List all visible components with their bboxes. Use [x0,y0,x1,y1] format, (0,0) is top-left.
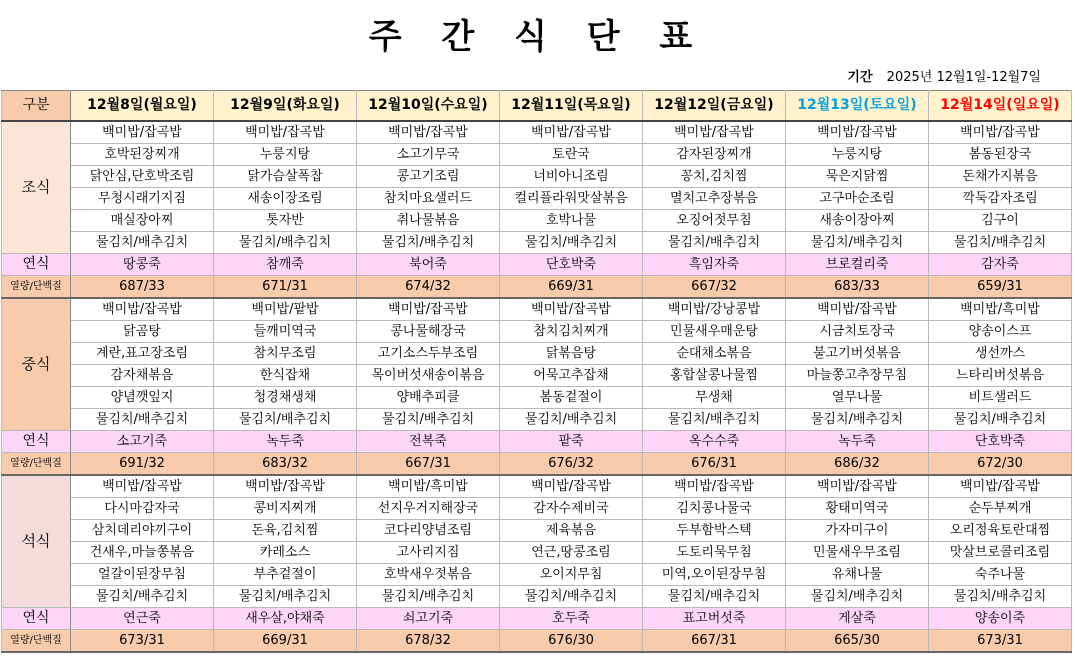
nutrition-cell: 683/33 [786,276,929,299]
dish-cell: 무청시래기지짐 [71,188,214,210]
dish-cell: 얼갈이된장무침 [71,564,214,586]
day-header: 12월12일(금요일) [643,91,786,122]
nutrition-row [2,453,1072,476]
dish-cell: 봄동겉절이 [500,387,643,409]
nutrition-cell: 673/31 [929,630,1072,653]
dish-cell: 물김치/배추김치 [786,232,929,254]
porridge-label: 연식 [2,254,71,276]
dish-row [2,343,1072,365]
dish-cell: 감자채볶음 [71,365,214,387]
dish-cell: 건새우,마늘쫑볶음 [71,542,214,564]
dish-cell: 깍둑감자조림 [929,188,1072,210]
nutrition-cell: 683/32 [214,453,357,476]
period-label: 기간 [847,70,873,85]
porridge-cell: 흑임자죽 [643,254,786,276]
dish-cell: 백미밥/잡곡밥 [929,121,1072,144]
dish-row [2,321,1072,343]
dish-cell: 오리정육토란대찜 [929,520,1072,542]
porridge-cell: 연근죽 [71,608,214,630]
dish-cell: 닭볶음탕 [500,343,643,365]
dish-cell: 백미밥/잡곡밥 [786,121,929,144]
dish-cell: 순두부찌개 [929,498,1072,520]
dish-cell: 백미밥/잡곡밥 [71,121,214,144]
nutrition-cell: 687/33 [71,276,214,299]
porridge-cell: 양송이죽 [929,608,1072,630]
porridge-cell: 브로컬리죽 [786,254,929,276]
nutrition-cell: 672/30 [929,453,1072,476]
dish-cell: 오징어젓무침 [643,210,786,232]
meal-label: 석식 [2,475,71,608]
nutrition-label: 열량/단백질 [2,276,71,299]
dish-cell: 황태미역국 [786,498,929,520]
dish-cell: 꽁치,김치찜 [643,166,786,188]
dish-row [2,121,1072,144]
dish-cell: 백미밥/잡곡밥 [500,475,643,498]
dish-cell: 오이지무침 [500,564,643,586]
dish-row [2,542,1072,564]
meal-label: 중식 [2,298,71,431]
nutrition-cell: 669/31 [214,630,357,653]
day-header: 12월11일(목요일) [500,91,643,122]
dish-cell: 물김치/배추김치 [357,586,500,608]
dish-cell: 새송이장조림 [214,188,357,210]
dish-cell: 한식잡채 [214,365,357,387]
porridge-label: 연식 [2,431,71,453]
period-value: 2025년 12월1일-12월7일 [886,70,1041,85]
dish-cell: 민물새우매운탕 [643,321,786,343]
dish-cell: 어묵고추잡채 [500,365,643,387]
dish-cell: 백미밥/강낭콩밥 [643,298,786,321]
dish-cell: 호박나물 [500,210,643,232]
dish-cell: 양송이스프 [929,321,1072,343]
dish-row [2,188,1072,210]
dish-cell: 물김치/배추김치 [71,409,214,431]
dish-cell: 유채나물 [786,564,929,586]
porridge-cell: 녹두죽 [214,431,357,453]
dish-cell: 백미밥/잡곡밥 [357,121,500,144]
dish-cell: 백미밥/흑미밥 [929,298,1072,321]
porridge-row [2,608,1072,630]
dish-cell: 생선까스 [929,343,1072,365]
dish-cell: 시금치토장국 [786,321,929,343]
dish-row [2,564,1072,586]
dish-row [2,365,1072,387]
dish-cell: 참치마요샐러드 [357,188,500,210]
meal-label: 조식 [2,121,71,254]
nutrition-cell: 676/30 [500,630,643,653]
dish-cell: 물김치/배추김치 [786,586,929,608]
dish-cell: 물김치/배추김치 [786,409,929,431]
dish-cell: 물김치/배추김치 [500,232,643,254]
nutrition-cell: 676/31 [643,453,786,476]
dish-cell: 호박된장찌개 [71,144,214,166]
dish-cell: 돈육,김치찜 [214,520,357,542]
dish-cell: 느타리버섯볶음 [929,365,1072,387]
dish-cell: 봄동된장국 [929,144,1072,166]
dish-cell: 물김치/배추김치 [500,409,643,431]
dish-cell: 제육볶음 [500,520,643,542]
dish-cell: 콩고기조림 [357,166,500,188]
nutrition-row [2,276,1072,299]
day-header: 12월8일(월요일) [71,91,214,122]
dish-cell: 백미밥/잡곡밥 [500,121,643,144]
dish-cell: 취나물볶음 [357,210,500,232]
dish-cell: 연근,땅콩조림 [500,542,643,564]
dish-cell: 다시마감자국 [71,498,214,520]
dish-cell: 물김치/배추김치 [929,232,1072,254]
porridge-cell: 북어죽 [357,254,500,276]
nutrition-cell: 673/31 [71,630,214,653]
nutrition-cell: 667/31 [357,453,500,476]
dish-cell: 백미밥/잡곡밥 [786,298,929,321]
dish-cell: 코다리양념조림 [357,520,500,542]
nutrition-cell: 674/32 [357,276,500,299]
dish-cell: 민물새우무조림 [786,542,929,564]
dish-cell: 김치콩나물국 [643,498,786,520]
porridge-cell: 녹두죽 [786,431,929,453]
porridge-row [2,431,1072,453]
dish-cell: 물김치/배추김치 [357,232,500,254]
dish-row [2,475,1072,498]
dish-cell: 톳자반 [214,210,357,232]
dish-cell: 백미밥/흑미밥 [357,475,500,498]
dish-cell: 삼치데리야끼구이 [71,520,214,542]
dish-cell: 들깨미역국 [214,321,357,343]
nutrition-cell: 667/31 [643,630,786,653]
dish-cell: 숙주나물 [929,564,1072,586]
dish-cell: 참치무조림 [214,343,357,365]
dish-cell: 너비아니조림 [500,166,643,188]
dish-cell: 고사리지짐 [357,542,500,564]
dish-cell: 토란국 [500,144,643,166]
dish-cell: 백미밥/팥밥 [214,298,357,321]
dish-cell: 백미밥/잡곡밥 [643,475,786,498]
dish-row [2,210,1072,232]
dish-cell: 백미밥/잡곡밥 [643,121,786,144]
day-header: 12월14일(일요일) [929,91,1072,122]
porridge-cell: 단호박죽 [929,431,1072,453]
porridge-cell: 땅콩죽 [71,254,214,276]
dish-cell: 물김치/배추김치 [643,232,786,254]
dish-cell: 백미밥/잡곡밥 [929,475,1072,498]
period-info [847,66,1041,90]
dish-cell: 부추겉절이 [214,564,357,586]
dish-cell: 비트샐러드 [929,387,1072,409]
dish-cell: 가자미구이 [786,520,929,542]
dish-cell: 도토리묵무침 [643,542,786,564]
dish-cell: 돈채가지볶음 [929,166,1072,188]
dish-cell: 백미밥/잡곡밥 [214,121,357,144]
nutrition-cell: 671/31 [214,276,357,299]
dish-cell: 홍합살콩나물찜 [643,365,786,387]
dish-cell: 물김치/배추김치 [929,586,1072,608]
weekly-menu-table [1,90,1072,653]
dish-cell: 감자수제비국 [500,498,643,520]
porridge-cell: 참깨죽 [214,254,357,276]
nutrition-label: 열량/단백질 [2,453,71,476]
nutrition-row [2,630,1072,653]
dish-cell: 누룽지탕 [214,144,357,166]
dish-cell: 멸치고추장볶음 [643,188,786,210]
dish-cell: 계란,표고장조림 [71,343,214,365]
day-header: 12월13일(토요일) [786,91,929,122]
porridge-cell: 단호박죽 [500,254,643,276]
porridge-cell: 표고버섯죽 [643,608,786,630]
dish-cell: 닭안심,단호박조림 [71,166,214,188]
dish-row [2,144,1072,166]
dish-cell: 물김치/배추김치 [214,232,357,254]
dish-cell: 닭곰탕 [71,321,214,343]
dish-cell: 참치김치찌개 [500,321,643,343]
dish-cell: 호박새우젓볶음 [357,564,500,586]
dish-row [2,166,1072,188]
header-row [2,91,1072,122]
dish-cell: 물김치/배추김치 [643,586,786,608]
nutrition-label: 열량/단백질 [2,630,71,653]
category-header: 구분 [2,91,71,122]
page-title: 주 간 식 단 표 [368,16,707,57]
dish-cell: 백미밥/잡곡밥 [71,298,214,321]
porridge-cell: 호두죽 [500,608,643,630]
dish-cell: 콩나물해장국 [357,321,500,343]
dish-cell: 콩비지찌개 [214,498,357,520]
dish-cell: 고구마순조림 [786,188,929,210]
porridge-cell: 전복죽 [357,431,500,453]
dish-cell: 목이버섯새송이볶음 [357,365,500,387]
porridge-label: 연식 [2,608,71,630]
dish-cell: 백미밥/잡곡밥 [786,475,929,498]
dish-cell: 묵은지닭찜 [786,166,929,188]
dish-cell: 순대채소볶음 [643,343,786,365]
dish-cell: 선지우거지해장국 [357,498,500,520]
dish-cell: 백미밥/잡곡밥 [357,298,500,321]
porridge-cell: 쇠고기죽 [357,608,500,630]
porridge-cell: 게살죽 [786,608,929,630]
dish-row [2,498,1072,520]
porridge-row [2,254,1072,276]
dish-row [2,298,1072,321]
dish-row [2,409,1072,431]
dish-cell: 소고기무국 [357,144,500,166]
dish-cell: 무생채 [643,387,786,409]
nutrition-cell: 691/32 [71,453,214,476]
dish-row [2,520,1072,542]
dish-cell: 감자된장찌개 [643,144,786,166]
dish-cell: 양배추피클 [357,387,500,409]
dish-row [2,232,1072,254]
dish-cell: 물김치/배추김치 [500,586,643,608]
porridge-cell: 옥수수죽 [643,431,786,453]
dish-cell: 물김치/배추김치 [357,409,500,431]
dish-cell: 마늘쫑고추장무침 [786,365,929,387]
dish-cell: 두부함박스텍 [643,520,786,542]
dish-cell: 물김치/배추김치 [214,409,357,431]
dish-cell: 백미밥/잡곡밥 [71,475,214,498]
nutrition-cell: 686/32 [786,453,929,476]
nutrition-cell: 665/30 [786,630,929,653]
dish-cell: 물김치/배추김치 [214,586,357,608]
porridge-cell: 팥죽 [500,431,643,453]
day-header: 12월9일(화요일) [214,91,357,122]
nutrition-cell: 667/32 [643,276,786,299]
dish-cell: 컬리플라워맛살볶음 [500,188,643,210]
porridge-cell: 감자죽 [929,254,1072,276]
nutrition-cell: 676/32 [500,453,643,476]
dish-cell: 맛살브로콜리조림 [929,542,1072,564]
day-header: 12월10일(수요일) [357,91,500,122]
nutrition-cell: 669/31 [500,276,643,299]
dish-cell: 양념깻잎지 [71,387,214,409]
dish-cell: 백미밥/잡곡밥 [500,298,643,321]
dish-cell: 불고기버섯볶음 [786,343,929,365]
dish-cell: 김구이 [929,210,1072,232]
nutrition-cell: 659/31 [929,276,1072,299]
dish-cell: 카레소스 [214,542,357,564]
nutrition-cell: 678/32 [357,630,500,653]
porridge-cell: 새우살,야채죽 [214,608,357,630]
dish-cell: 물김치/배추김치 [929,409,1072,431]
dish-cell: 매실장아찌 [71,210,214,232]
dish-cell: 청경채생채 [214,387,357,409]
dish-row [2,387,1072,409]
dish-cell: 닭가슴살폭찹 [214,166,357,188]
dish-cell: 물김치/배추김치 [71,586,214,608]
dish-cell: 미역,오이된장무침 [643,564,786,586]
dish-cell: 열무나물 [786,387,929,409]
dish-cell: 누룽지탕 [786,144,929,166]
porridge-cell: 소고기죽 [71,431,214,453]
dish-row [2,586,1072,608]
dish-cell: 물김치/배추김치 [71,232,214,254]
dish-cell: 새송이장아찌 [786,210,929,232]
dish-cell: 물김치/배추김치 [643,409,786,431]
dish-cell: 고기소스두부조림 [357,343,500,365]
dish-cell: 백미밥/잡곡밥 [214,475,357,498]
